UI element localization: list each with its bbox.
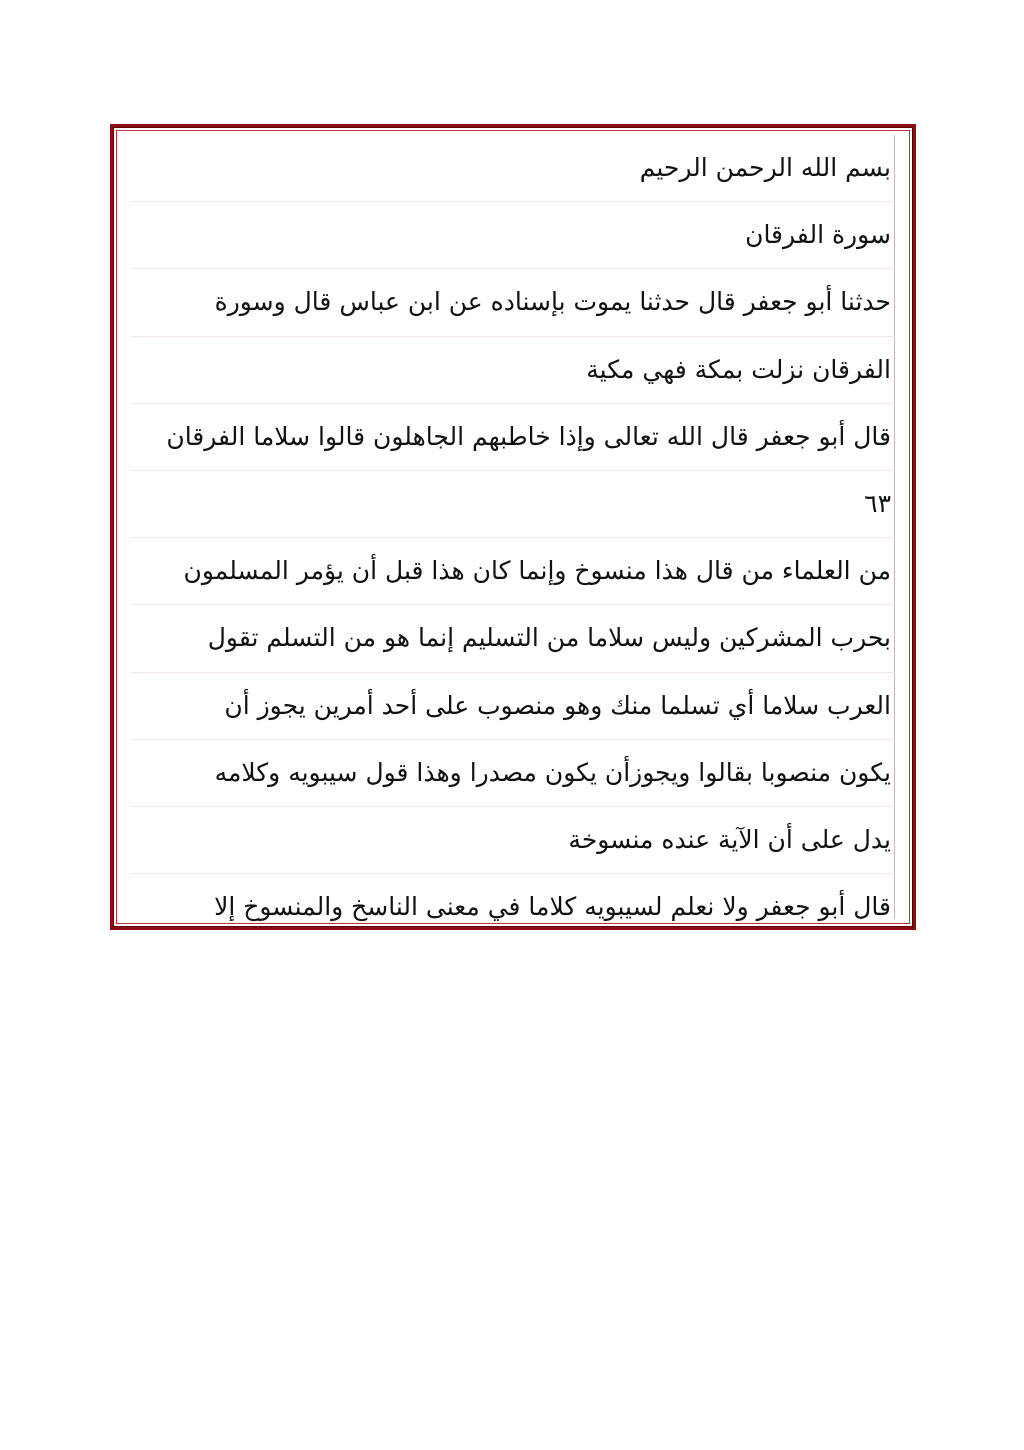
document-text-body (131, 135, 895, 922)
text-line-basmala: بسم الله الرحمن الرحيم (131, 135, 895, 202)
text-line: الفرقان نزلت بمكة فهي مكية (131, 337, 895, 404)
text-line: قال أبو جعفر ولا نعلم لسيبويه كلاما في معنى الناسخ والمنسوخ إلا (214, 892, 891, 922)
text-line-surah-title: سورة الفرقان (131, 202, 895, 269)
text-line: يدل على أن الآية عنده منسوخة (131, 807, 895, 874)
text-line: بحرب المشركين وليس سلاما من التسليم إنما هو من التسلم تقول (131, 605, 895, 672)
text-line: العرب سلاما أي تسلما منك وهو منصوب على أحد أمرين يجوز أن (131, 673, 895, 740)
text-line: قال أبو جعفر قال الله تعالى وإذا خاطبهم الجاهلون قالوا سلاما الفرقان (131, 404, 895, 471)
page-border-frame (110, 124, 916, 930)
text-line: من العلماء من قال هذا منسوخ وإنما كان هذا قبل أن يؤمر المسلمون (131, 538, 895, 605)
text-line: حدثنا أبو جعفر قال حدثنا يموت بإسناده عن ابن عباس قال وسورة (131, 269, 895, 336)
text-line-verse-number: ٦٣ (131, 471, 895, 538)
text-line: يكون منصوبا بقالوا ويجوزأن يكون مصدرا وهذا قول سيبويه وكلامه (131, 740, 895, 807)
